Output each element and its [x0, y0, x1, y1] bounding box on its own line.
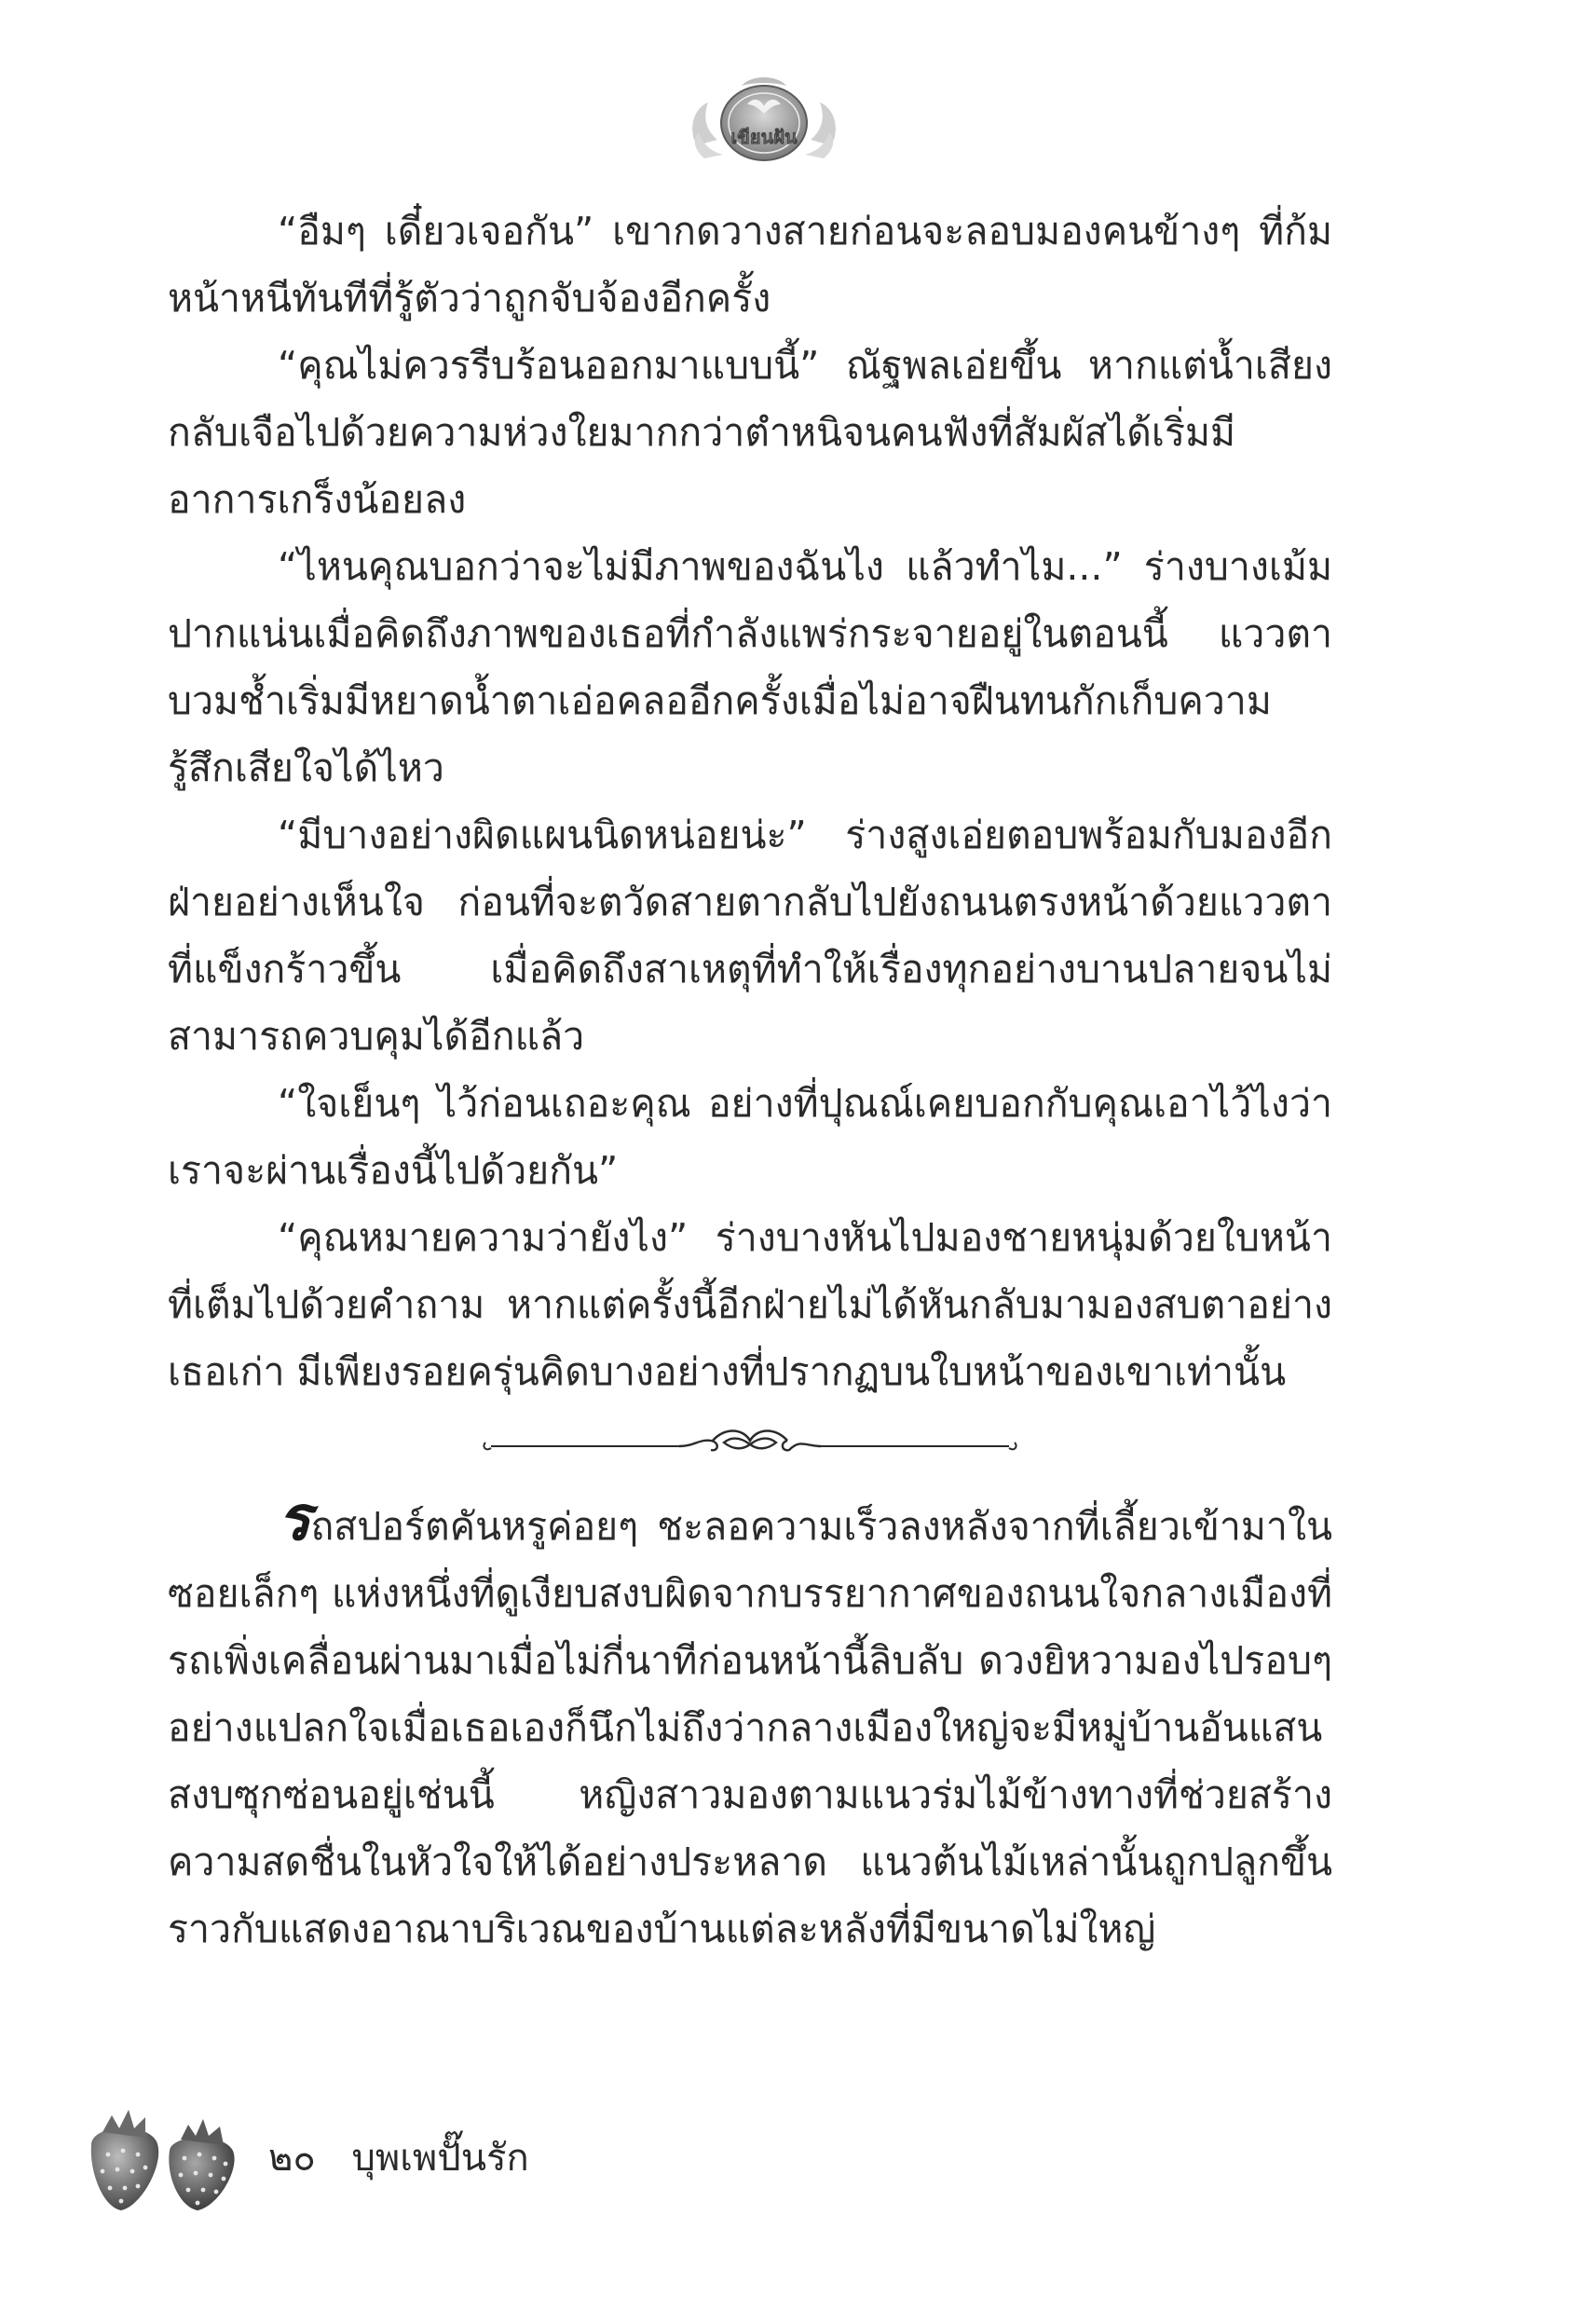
paragraph-2: “คุณไม่ควรรีบร้อนออกมาแบบนี้” ณัฐพลเอ่ยขึ้น หากแต่น้ำเสียงกลับเจือไปด้วยความห่วงใยมากกว่าตำหนิจนคนฟังที่สัมผัสได้เริ่มมีอาการเกร็งน้อยลง: [168, 343, 1332, 522]
paragraph-7-text: ถสปอร์ตคันหรูค่อยๆ ชะลอความเร็วลงหลังจากที่เลี้ยวเข้ามาในซอยเล็กๆ แห่งหนึ่งที่ดูเงียบสงบผิดจากบรรยากาศของถนนใจกลางเมืองที่รถเพิ่งเคลื่อนผ่านมาเมื่อไม่กี่นาทีก่อนหน้านี้ลิบลับ ดวงยิหวามองไปรอบๆ อย่างแปลกใจเมื่อเธอเองก็นึกไม่ถึงว่ากลางเมืองใหญ่จะมีหมู่บ้านอันแสนสงบซุกซ่อนอยู่เช่นนี้ หญิงสาวมองตามแนวร่มไม้ข้างทางที่ช่วยสร้างความสดชื่นในหัวใจให้ได้อย่างประหลาด แนวต้นไม้เหล่านั้นถูกปลูกขึ้นราวกับแสดงอาณาบริเวณของบ้านแต่ละหลังที่มีขนาดไม่ใหญ่: [168, 1504, 1332, 1951]
body-text: [168, 198, 1332, 1962]
emblem-label: เขียนฝัน: [730, 126, 798, 148]
publisher-emblem-icon: [686, 65, 842, 183]
section-divider: [168, 1409, 1332, 1484]
paragraph-6: “คุณหมายความว่ายังไง” ร่างบางหันไปมองชายหนุ่มด้วยใบหน้าที่เต็มไปด้วยคำถาม หากแต่ครั้งนี้อีกฝ่ายไม่ได้หันกลับมามองสบตาอย่างเธอเก่า มีเพียงรอยครุ่นคิดบางอย่างที่ปรากฏบนใบหน้าของเขาเท่านั้น: [168, 1215, 1332, 1394]
scroll-ornament-icon: [480, 1422, 1020, 1459]
footer-label: [268, 2134, 529, 2182]
drop-cap: ร: [278, 1482, 311, 1554]
strawberries-icon: [84, 2097, 252, 2218]
paragraph-4: “มีบางอย่างผิดแผนนิดหน่อยน่ะ” ร่างสูงเอ่ยตอบพร้อมกับมองอีกฝ่ายอย่างเห็นใจ ก่อนที่จะตวัดสายตากลับไปยังถนนตรงหน้าด้วยแววตาที่แข็งกร้าวขึ้น เมื่อคิดถึงสาเหตุที่ทำให้เรื่องทุกอย่างบานปลายจนไม่สามารถควบคุมได้อีกแล้ว: [168, 813, 1332, 1059]
paragraph-3: “ไหนคุณบอกว่าจะไม่มีภาพของฉันไง แล้วทำไม...” ร่างบางเม้มปากแน่นเมื่อคิดถึงภาพของเธอที่กำลังแพร่กระจายอยู่ในตอนนี้ แววตาบวมช้ำเริ่มมีหยาดน้ำตาเอ่อคลออีกครั้งเมื่อไม่อาจฝืนทนกักเก็บความรู้สึกเสียใจได้ไหว: [168, 544, 1332, 790]
page-footer: [84, 2097, 736, 2227]
paragraph-7: [168, 1482, 1332, 1962]
page-number: ๒๐: [268, 2137, 316, 2180]
paragraph-5: “ใจเย็นๆ ไว้ก่อนเถอะคุณ อย่างที่ปุณณ์เคยบอกกับคุณเอาไว้ไงว่าเราจะผ่านเรื่องนี้ไปด้วยกัน”: [168, 1081, 1332, 1193]
book-title: บุพเพปั๊นรัก: [351, 2137, 529, 2180]
paragraph-1: “อืมๆ เดี๋ยวเจอกัน” เขากดวางสายก่อนจะลอบมองคนข้างๆ ที่ก้มหน้าหนีทันทีที่รู้ตัวว่าถูกจับจ้องอีกครั้ง: [168, 209, 1332, 321]
